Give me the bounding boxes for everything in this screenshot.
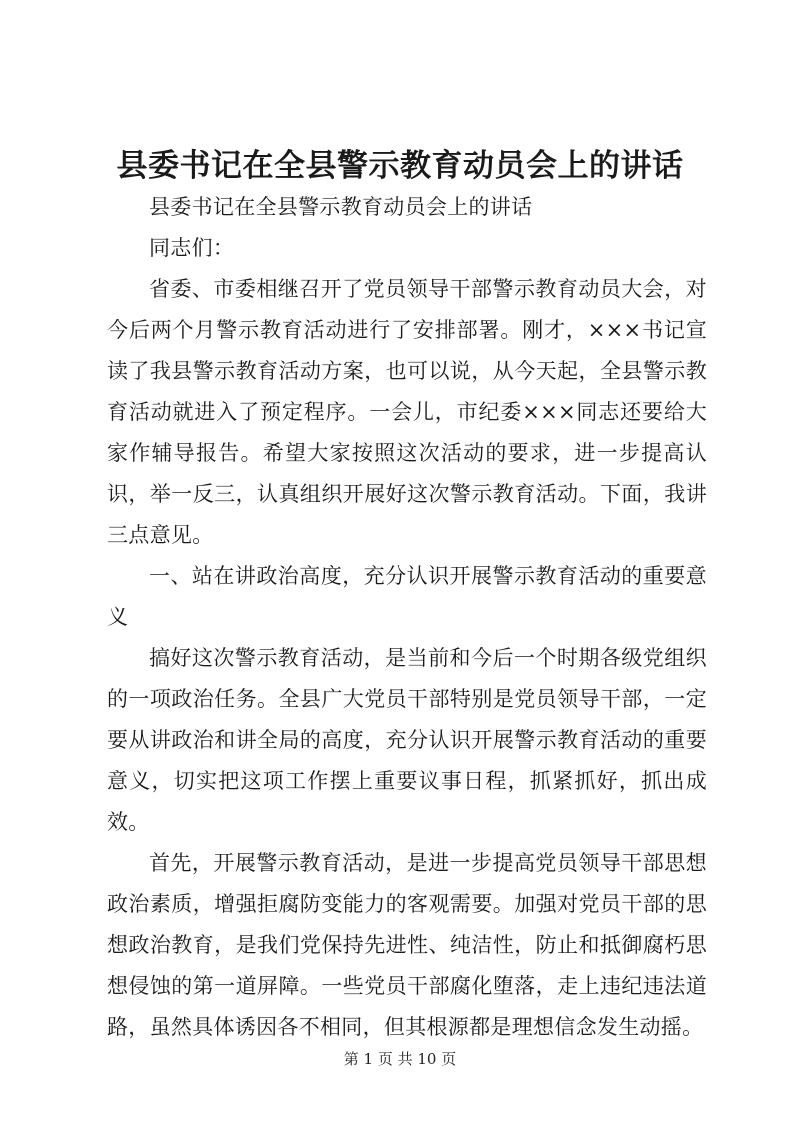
document-title: 县委书记在全县警示教育动员会上的讲话 [116,148,684,184]
subtitle-paragraph: 县委书记在全县警示教育动员会上的讲话 [149,195,533,219]
salutation-paragraph: 同志们： [149,236,235,260]
body-paragraph: 首先，开展警示教育活动，是进一步提高党员领导干部思想政治素质，增强拒腐防变能力的客观需要。加强对党员干部的思想政治教育，是我们党保持先进性、纯洁性，防止和抵御腐朽思想侵蚀的第一道屏障。一些党员干部腐化堕落，走上违纪违法道路，虽然具体诱因各不相同，但其根源都是理想信念发生动摇。 [107,851,707,1039]
body-paragraph: 搞好这次警示教育活动，是当前和今后一个时期各级党组织的一项政治任务。全县广大党员干部特别是党员领导干部，一定要从讲政治和讲全局的高度，充分认识开展警示教育活动的重要意义，切实把这项工作摆上重要议事日程，抓紧抓好，抓出成效。 [107,646,707,834]
page-number-footer: 第 1 页 共 10 页 [343,1050,457,1068]
intro-paragraph: 省委、市委相继召开了党员领导干部警示教育动员大会，对今后两个月警示教育活动进行了安排部署。刚才，×××书记宣读了我县警示教育活动方案，也可以说，从今天起，全县警示教育活动就进入了预定程序。一会儿，市纪委×××同志还要给大家作辅导报告。希望大家按照这次活动的要求，进一步提高认识，举一反三，认真组织开展好这次警示教育活动。下面，我讲三点意见。 [107,277,707,547]
section-heading-1: 一、站在讲政治高度，充分认识开展警示教育活动的重要意义 [107,564,707,629]
document-body [107,187,707,1048]
